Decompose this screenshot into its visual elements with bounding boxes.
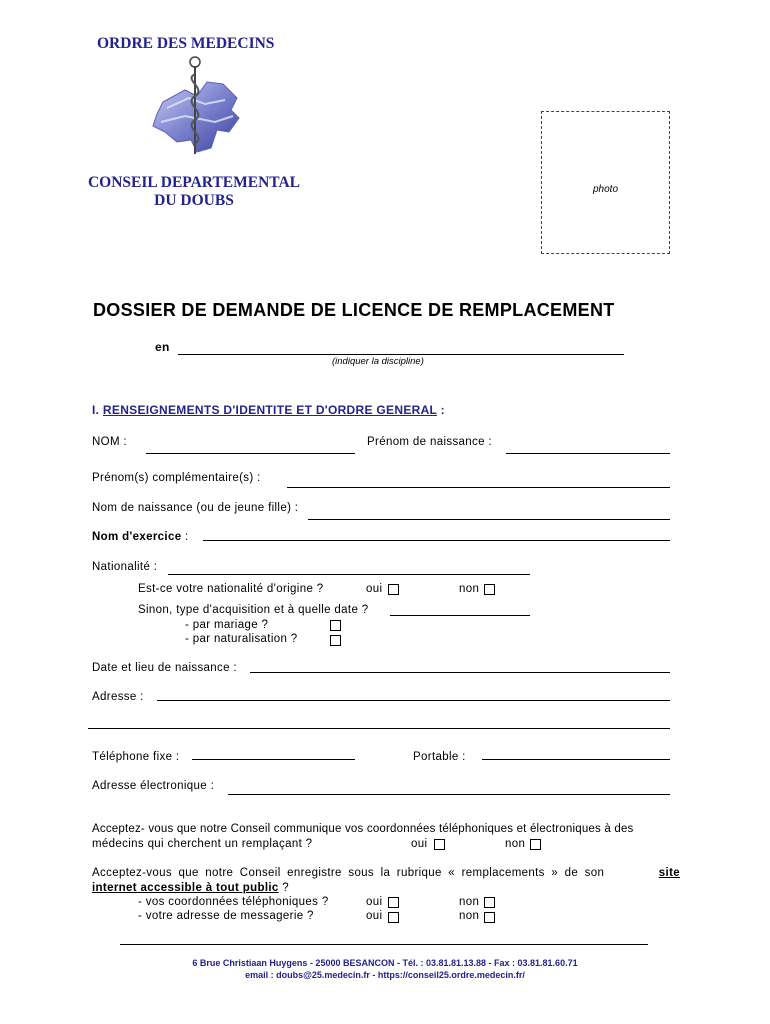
portable-field[interactable]: [482, 759, 670, 760]
q2-item1-non-label: non: [459, 896, 480, 908]
q2-item1-label: - vos coordonnées téléphoniques ?: [138, 896, 329, 908]
consent-q1-line2: médecins qui cherchent un remplaçant ?: [92, 838, 313, 850]
nom-field[interactable]: [146, 453, 355, 454]
nom-naissance-field[interactable]: [308, 519, 670, 520]
nom-exercice-colon: :: [185, 531, 189, 543]
consent-q2-line1: Acceptez-vous que notre Conseil enregistre sous la rubrique « remplacements » de son: [92, 867, 605, 879]
consent-q1-line1: Acceptez- vous que notre Conseil communique vos coordonnées téléphoniques et électroniques à des: [92, 823, 634, 835]
prenoms-complementaires-field[interactable]: [287, 487, 670, 488]
council-name-line2: DU DOUBS: [154, 192, 234, 209]
nationalite-field[interactable]: [168, 574, 530, 575]
origine-oui-checkbox[interactable]: [388, 584, 399, 595]
nationalite-origine-question: Est-ce votre nationalité d'origine ?: [138, 583, 324, 595]
nom-exercice-label: Nom d'exercice: [92, 531, 182, 543]
adresse-electronique-label: Adresse électronique :: [92, 780, 215, 792]
prenom-naissance-label: Prénom de naissance :: [367, 436, 492, 448]
origine-non-checkbox[interactable]: [484, 584, 495, 595]
section-colon: :: [440, 403, 445, 417]
q2-item1-oui-label: oui: [366, 896, 383, 908]
document-title: DOSSIER DE DEMANDE DE LICENCE DE REMPLACEMENT: [93, 300, 615, 320]
footer-divider: [120, 944, 648, 945]
discipline-prefix: en: [155, 340, 170, 354]
adresse-field-line2[interactable]: [88, 728, 670, 729]
discipline-field[interactable]: [178, 354, 624, 355]
q2-item1-non-checkbox[interactable]: [484, 897, 495, 908]
prenom-naissance-field[interactable]: [506, 453, 670, 454]
consent-q2-internet: internet accessible à tout public: [92, 882, 279, 894]
q2-item2-label: - votre adresse de messagerie ?: [138, 910, 314, 922]
ordre-logo: [145, 52, 245, 162]
council-name-line1: CONSEIL DEPARTEMENTAL: [87, 174, 301, 191]
consent-q2-site: site: [658, 867, 680, 879]
consent-q2-end: ?: [282, 882, 289, 894]
nationalite-label: Nationalité :: [92, 561, 158, 573]
nom-exercice-field[interactable]: [203, 540, 670, 541]
nom-label: NOM :: [92, 436, 127, 448]
telephone-fixe-label: Téléphone fixe :: [92, 751, 180, 763]
org-name: ORDRE DES MEDECINS: [97, 35, 275, 52]
adresse-field-line1[interactable]: [157, 700, 670, 701]
par-naturalisation-checkbox[interactable]: [330, 635, 341, 646]
photo-box: [541, 111, 670, 254]
telephone-fixe-field[interactable]: [192, 759, 355, 760]
acquisition-question: Sinon, type d'acquisition et à quelle date ?: [138, 604, 369, 616]
q1-oui-checkbox[interactable]: [434, 839, 445, 850]
portable-label: Portable :: [413, 751, 466, 763]
photo-label: photo: [592, 184, 619, 195]
par-mariage-label: - par mariage ?: [185, 619, 269, 631]
date-lieu-naissance-label: Date et lieu de naissance :: [92, 662, 237, 674]
adresse-electronique-field[interactable]: [228, 794, 670, 795]
par-naturalisation-label: - par naturalisation ?: [185, 633, 298, 645]
section-heading: [92, 403, 445, 417]
q2-item1-oui-checkbox[interactable]: [388, 897, 399, 908]
acquisition-date-field[interactable]: [390, 615, 530, 616]
par-mariage-checkbox[interactable]: [330, 620, 341, 631]
date-lieu-naissance-field[interactable]: [250, 672, 670, 673]
q1-oui-label: oui: [411, 838, 428, 850]
footer-address: 6 Brue Christiaan Huygens - 25000 BESANCON - Tél. : 03.81.81.13.88 - Fax : 03.81.81.60.71: [192, 958, 578, 968]
q2-item2-non-checkbox[interactable]: [484, 912, 495, 923]
consent-q2-line1-wrap: [92, 867, 680, 879]
origine-oui-label: oui: [366, 583, 383, 595]
section-number: I.: [92, 403, 100, 417]
q2-item2-non-label: non: [459, 910, 480, 922]
adresse-label: Adresse :: [92, 691, 144, 703]
q2-item2-oui-label: oui: [366, 910, 383, 922]
q2-item2-oui-checkbox[interactable]: [388, 912, 399, 923]
q1-non-label: non: [505, 838, 526, 850]
nom-naissance-label: Nom de naissance (ou de jeune fille) :: [92, 502, 299, 514]
consent-q2-line2-wrap: [92, 882, 289, 894]
q1-non-checkbox[interactable]: [530, 839, 541, 850]
origine-non-label: non: [459, 583, 480, 595]
discipline-hint: (indiquer la discipline): [332, 356, 424, 367]
prenoms-complementaires-label: Prénom(s) complémentaire(s) :: [92, 472, 261, 484]
footer-contact: email : doubs@25.medecin.fr - https://conseil25.ordre.medecin.fr/: [245, 970, 525, 980]
nom-exercice-label-wrap: [92, 531, 189, 543]
section-title: RENSEIGNEMENTS D'IDENTITE ET D'ORDRE GENERAL: [102, 403, 437, 417]
